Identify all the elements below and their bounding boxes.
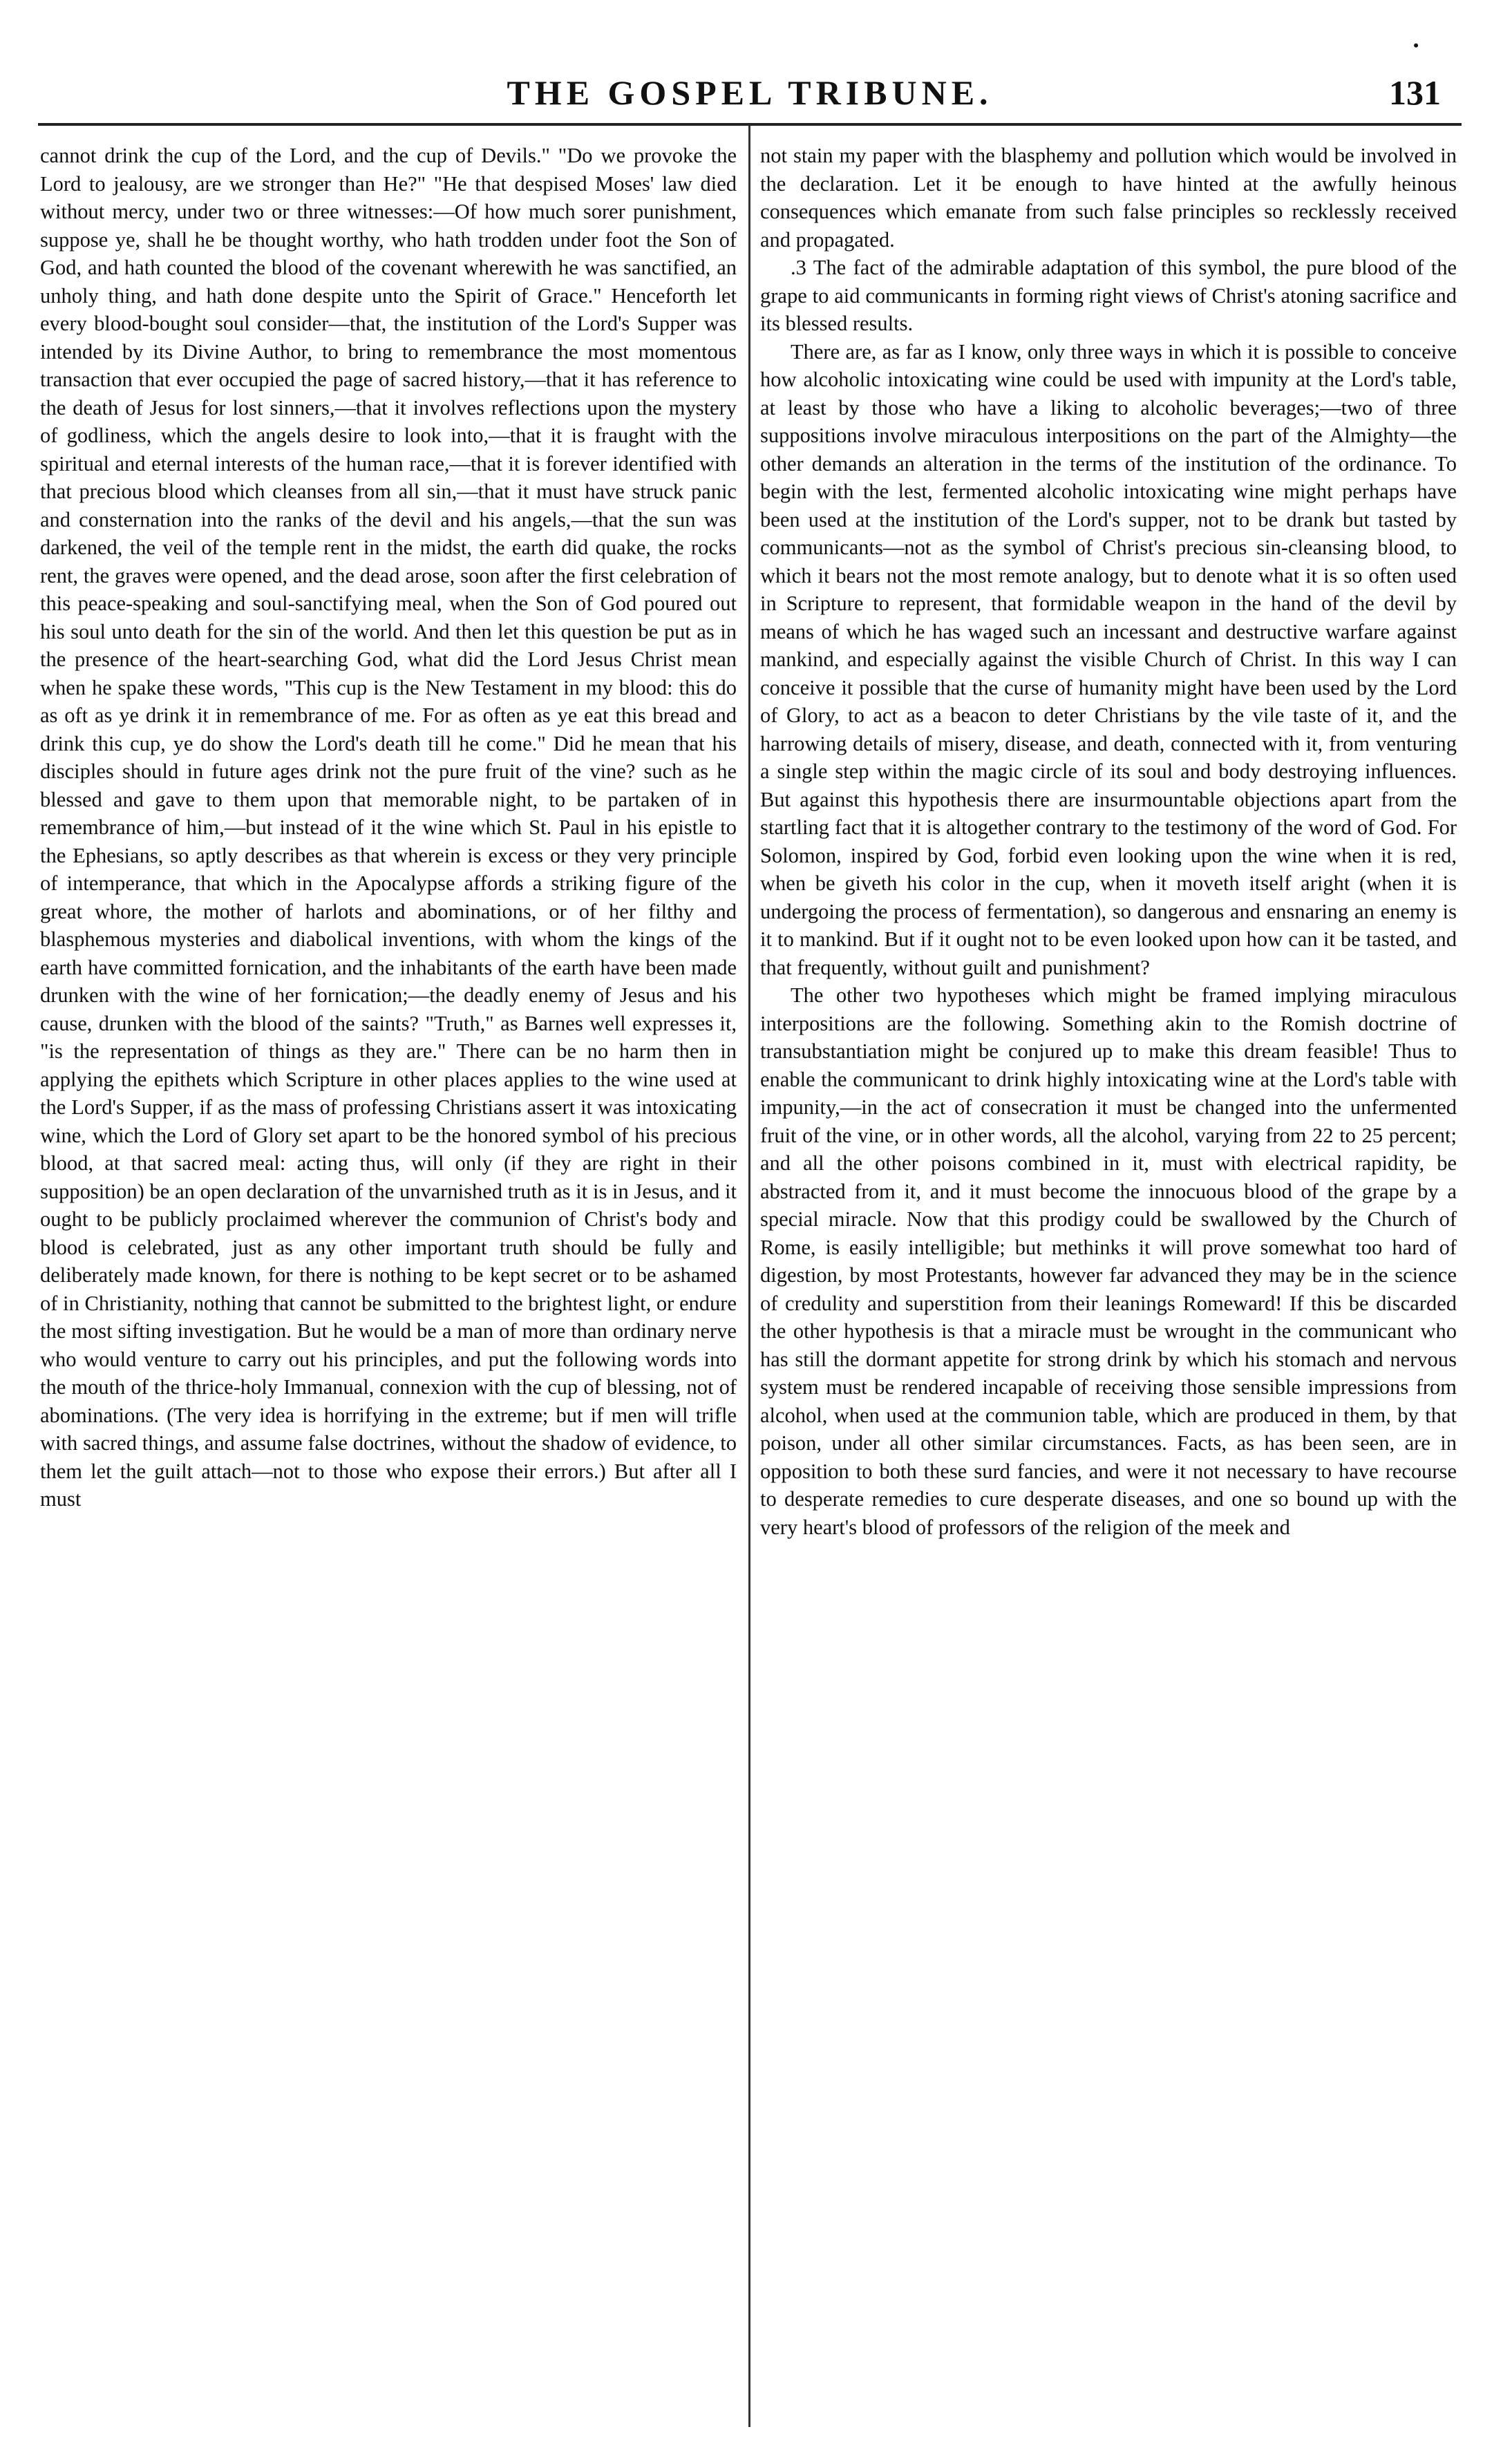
paragraph: cannot drink the cup of the Lord, and the cup of Devils." "Do we provoke the Lord to jealousy, are we stronger than He?" "He that despised Moses' law died without mercy, under two or three witnesses:—Of how much sorer punishment, suppose ye, shall he be thought worthy, who hath trodden under foot the Son of God, and hath counted the blood of the covenant wherewith he was sanctified, an unholy thing, and hath done despite unto the Spirit of Grace." Henceforth let every blood-bought soul consider—that, the institution of the Lord's Supper was intended by its Divine Author, to bring to remembrance the most momentous transaction that ever occupied the page of sacred history,—that it has reference to the death of Jesus for lost sinners,—that it involves reflections upon the mystery of godliness, which the angels desire to look into,—that it is fraught with the spiritual and eternal interests of the human race,—that it is forever identified with that precious blood which cleanses from all sin,—that it must have struck panic and consternation into the ranks of the devil and his angels,—that the sun was darkened, the veil of the temple rent in the midst, the earth did quake, the rocks rent, the graves were opened, and the dead arose, soon after the first celebration of this peace-speaking and soul-sanctifying meal, when the Son of God poured out his soul unto death for the sin of the world. And then let this question be put as in the presence of the heart-searching God, what did the Lord Jesus Christ mean when he spake these words, "This cup is the New Testament in my blood: this do as oft as ye drink it in remembrance of me. For as often as ye eat this bread and drink this cup, ye do show the Lord's death till he come." Did he mean that his disciples should in future ages drink not the pure fruit of the vine? such as he blessed and gave to them upon that memorable night, to be partaken of in remembrance of him,—but instead of it the wine which St. Paul in his epistle to the Ephesians, so aptly describes as that wherein is excess or they very principle of intemperance, that which in the Apocalypse affords a striking figure of the great whore, the mother of harlots and abominations, or of her filthy and blasphemous mysteries and diabolical inventions, with whom the kings of the earth have committed fornication, and the inhabitants of the earth have been made drunken with the wine of her fornication;—the deadly enemy of Jesus and his cause, drunken with the blood of the saints? "Truth," as Barnes well expresses it, "is the representation of things as they are." There can be no harm then in applying the epithets which Scripture in other places applies to the wine used at the Lord's Supper, if as the mass of professing Christians assert it was intoxicating wine, which the Lord of Glory set apart to be the honored symbol of his precious blood, at that sacred meal: acting thus, will only (if they are right in their supposition) be an open declaration of the unvarnished truth as it is in Jesus, and it ought to be publicly proclaimed wherever the communion of Christ's body and blood is celebrated, just as any other important truth should be fully and deliberately made known, for there is nothing to be kept secret or to be ashamed of in Christianity, nothing that cannot be submitted to the brightest light, or endure the most sifting investigation. But he would be a man of more than ordinary nerve who would venture to carry out his principles, and put the following words into the mouth of the thrice-holy Immanual, connexion with the cup of blessing, not of abominations. (The very idea is horrifying in the extreme; but if men will trifle with sacred things, and assume false doctrines, without the shadow of evidence, to them let the guilt attach—not to those who expose their errors.) But after all I must (40, 144, 737, 1511)
paragraph: The other two hypotheses which might be framed implying miraculous interpositions are the following. Something akin to the Romish doctrine of transubstantiation might be conjured up to make this dream feasible! Thus to enable the communicant to drink highly intoxicating wine at the Lord's table with impunity,—in the act of consecration it must be changed into the unfermented fruit of the vine, or in other words, all the alcohol, varying from 22 to 25 percent; and all the other poisons combined in it, must with electrical rapidity, be abstracted from it, and it must become the innocuous blood of the grape by a special miracle. Now that this prodigy could be swallowed by the Church of Rome, is easily intelligible; but methinks it will prove somewhat too hard of digestion, by most Protestants, however far advanced they may be in the science of credulity and superstition from their leanings Romeward! If this be discarded the other hypothesis is that a miracle must be wrought in the communicant who has still the dormant appetite for strong drink by which his stomach and nervous system must be rendered incapable of receiving those sensible impressions from alcohol, when used at the communion table, which are produced in them, by that poison, under all other similar circumstances. Facts, as has been seen, are in opposition to both these surd fancies, and were it not necessary to have recourse to desperate remedies to cure desperate diseases, and one so bound up with the very heart's blood of professors of the religion of the meek and (760, 983, 1457, 1539)
print-speck: • (1413, 37, 1419, 54)
running-title: THE GOSPEL TRIBUNE. (507, 73, 993, 112)
left-column (40, 142, 737, 2422)
page-number: 131 (1389, 73, 1441, 112)
column-divider (748, 126, 750, 2427)
paragraph: not stain my paper with the blasphemy and pollution which would be involved in the declaration. Let it be enough to have hinted at the awfully heinous consequences which emanate from such false principles so recklessly received and propagated. (760, 144, 1457, 252)
paragraph: .3 The fact of the admirable adaptation of this symbol, the pure blood of the grape to aid communicants in forming right views of Christ's atoning sacrifice and its blessed results. (760, 256, 1457, 335)
right-column (760, 142, 1457, 2422)
paragraph: There are, as far as I know, only three ways in which it is possible to conceive how alcoholic intoxicating wine could be used with impunity at the Lord's table, at least by those who have a liking to alcoholic beverages;—two of three suppositions involve miraculous interpositions on the part of the Almighty—the other demands an alteration in the terms of the institution of the ordinance. To begin with the lest, fermented alcoholic intoxicating wine might perhaps have been used at the institution of the Lord's supper, not to be drank but tasted by communicants—not as the symbol of Christ's precious sin-cleansing blood, to which it bears not the most remote analogy, but to denote what it is so often used in Scripture to represent, that formidable weapon in the hand of the devil by means of which he has waged such an incessant and destructive warfare against mankind, and especially against the visible Church of Christ. In this way I can conceive it possible that the curse of humanity might have been used by the Lord of Glory, to act as a beacon to deter Christians by the vile taste of it, and the harrowing details of misery, disease, and death, connected with it, from venturing a single step within the magic circle of its soul and body destroying influences. But against this hypothesis there are insurmountable objections apart from the startling fact that it is altogether contrary to the testimony of the word of God. For Solomon, inspired by God, forbid even looking upon the wine when it is red, when be giveth his color in the cup, when it moveth itself aright (when it is undergoing the process of fermentation), so dangerous and ensnaring an enemy is it to mankind. But if it ought not to be even looked upon how can it be tasted, and that frequently, without guilt and punishment? (760, 339, 1457, 979)
page-header (38, 37, 1462, 121)
